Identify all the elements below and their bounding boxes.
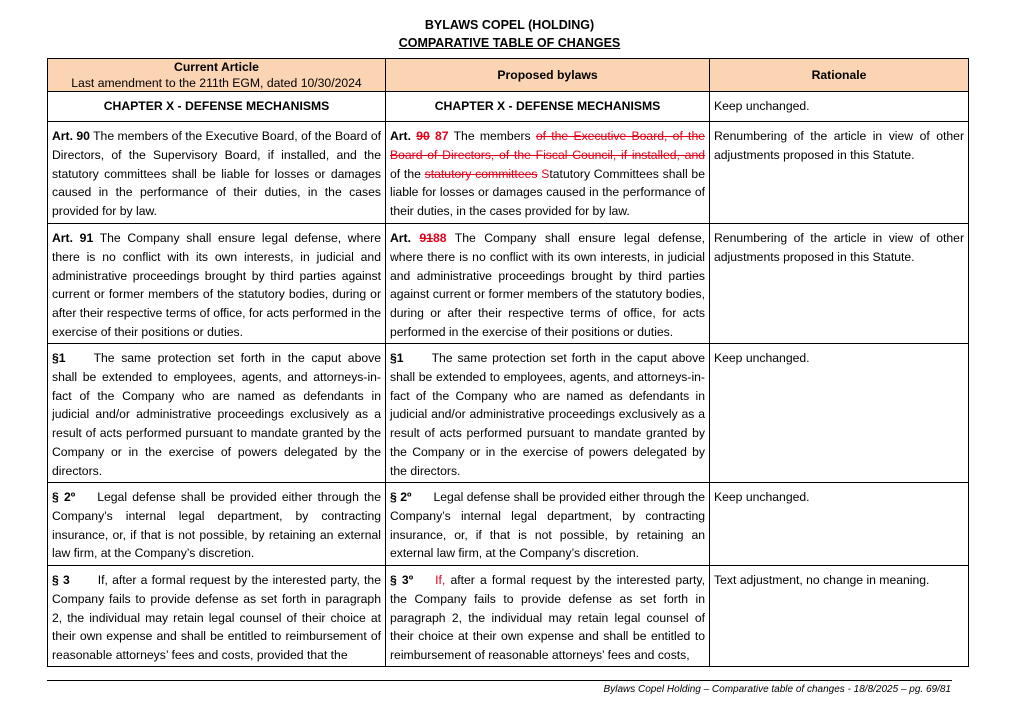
header-proposed: Proposed bylaws [386, 59, 710, 92]
art91-current-text: The Company shall ensure legal defense, where there is no conflict with its own interests, in judicial and administrative proceedings brought by third parties against current or former members of the statutory bodies, during or after their respective terms of office, for acts performed in the exercise of their positions or duties. [52, 231, 381, 339]
art90-proposed-text-c: tatutory Committees shall be liable for losses or damages caused in the performance of their duties, in the cases provided for by law. [390, 166, 705, 219]
art90-proposed-old-number: 90 [416, 129, 430, 143]
art90-proposed-inserted-b: S [537, 166, 550, 181]
art90-proposed-deleted-b: statutory committees [424, 166, 538, 181]
art90-proposed-new-number: 87 [435, 129, 449, 143]
par3-current-text: If, after a formal request by the interested party, the Company fails to provide defense as set forth in paragraph 2, the individual may retain legal counsel of their choice at their own expense and shall be entitled to reimbursement of reasonable attorneys’ fees and costs, provided that the [52, 573, 381, 663]
comparison-table [47, 58, 969, 667]
par2-proposed-label: § 2º [390, 490, 412, 504]
art90-proposed [386, 122, 710, 224]
art90-current-label: Art. 90 [52, 129, 90, 143]
table-row [48, 122, 969, 224]
header-current-subtitle: Last amendment to the 211th EGM, dated 10/30/2024 [71, 76, 362, 90]
table-row [48, 566, 969, 667]
par1-proposed-label: §1 [390, 351, 404, 365]
table-row [48, 344, 969, 483]
page-footer: Bylaws Copel Holding – Comparative table of changes - 18/8/2025 – pg. 69/81 [603, 684, 951, 695]
par1-rationale: Keep unchanged. [710, 344, 969, 483]
par2-current-text: Legal defense shall be provided either through the Company’s internal legal department, by contracting insurance, or, if that is not possible, by retaining an external law firm, at the Company’s discretion. [52, 490, 381, 561]
table-row [48, 224, 969, 344]
par2-current [48, 483, 386, 566]
art90-current-text: The members of the Executive Board, of the Board of Directors, of the Supervisory Board, if installed, and the statutory committees shall be liable for losses or damages caused in the performance of their duties, in the cases provided for by law. [52, 129, 382, 219]
table-row [48, 92, 969, 122]
art91-current [48, 224, 386, 344]
header-current-title: Current Article [174, 60, 259, 74]
document-subtitle: COMPARATIVE TABLE OF CHANGES [398, 36, 621, 50]
footer-divider [47, 680, 952, 681]
art91-proposed-text: The Company shall ensure legal defense, where there is no conflict with its own interests, in judicial and administrative proceedings brought by third parties against current or former members of the statutory bodies, during or after their respective terms of office, for acts performed in the exercise of their positions or duties. [390, 231, 706, 339]
document-title: BYLAWS COPEL (HOLDING) [424, 18, 595, 32]
art90-proposed-deleted-a: of the Executive Board, of the Board of Directors, of the Fiscal Council, if installed, and [390, 129, 705, 162]
art90-proposed-text-a: The members [448, 129, 536, 143]
par1-proposed [386, 344, 710, 483]
header-row [48, 59, 969, 92]
par2-proposed-text: Legal defense shall be provided either through the Company’s internal legal department, by contracting insurance, or, if that is not possible, by retaining an external law firm, at the Company’s discretion. [390, 490, 705, 561]
par1-proposed-text: The same protection set forth in the caput above shall be extended to employees, agents, and attorneys-in-fact of the Company who are named as defendants in judicial and/or administrative proceedings exclusively as a result of acts performed pursuant to mandate granted by the Company or in the exercise of powers delegated by the directors. [390, 351, 705, 478]
art91-current-label: Art. 91 [52, 231, 94, 245]
art90-current [48, 122, 386, 224]
header-current-article [48, 59, 386, 92]
chapter-rationale: Keep unchanged. [710, 92, 969, 122]
art91-proposed-old-number: 91 [419, 231, 434, 245]
par2-current-label: § 2º [52, 490, 76, 504]
chapter-current: CHAPTER X - DEFENSE MECHANISMS [48, 92, 386, 122]
par3-rationale: Text adjustment, no change in meaning. [710, 566, 969, 667]
art90-rationale: Renumbering of the article in view of other adjustments proposed in this Statute. [710, 122, 969, 224]
art90-proposed-label: Art. [390, 129, 411, 143]
table-row [48, 483, 969, 566]
art91-proposed-label: Art. [390, 231, 411, 245]
par3-proposed-text-b: after a formal request by the interested party, the Company fails to provide defense as set forth in paragraph 2, the individual may retain legal counsel of their choice at their own expense and shall be entitled to reimbursement of reasonable attorneys’ fees and costs, [390, 573, 705, 663]
art90-proposed-text-b: of the [390, 166, 425, 181]
par1-current-text: The same protection set forth in the caput above shall be extended to employees, agents, and attorneys-in-fact of the Company who are named as defendants in judicial and/or administrative proceedings exclusively as a result of acts performed pursuant to mandate granted by the Company or in the exercise of powers delegated by the directors. [52, 351, 381, 478]
chapter-proposed: CHAPTER X - DEFENSE MECHANISMS [386, 92, 710, 122]
art91-rationale: Renumbering of the article in view of other adjustments proposed in this Statute. [710, 224, 969, 344]
par1-current [48, 344, 386, 483]
par2-proposed [386, 483, 710, 566]
par3-proposed-text-a: If, [435, 573, 446, 587]
par3-current [48, 566, 386, 667]
par3-proposed [386, 566, 710, 667]
art91-proposed-new-number: 88 [433, 231, 447, 245]
par2-rationale: Keep unchanged. [710, 483, 969, 566]
par3-proposed-label: § 3º [390, 573, 414, 587]
par1-current-label: §1 [52, 351, 66, 365]
header-rationale: Rationale [710, 59, 969, 92]
art91-proposed [386, 224, 710, 344]
par3-current-label: § 3 [52, 573, 70, 587]
